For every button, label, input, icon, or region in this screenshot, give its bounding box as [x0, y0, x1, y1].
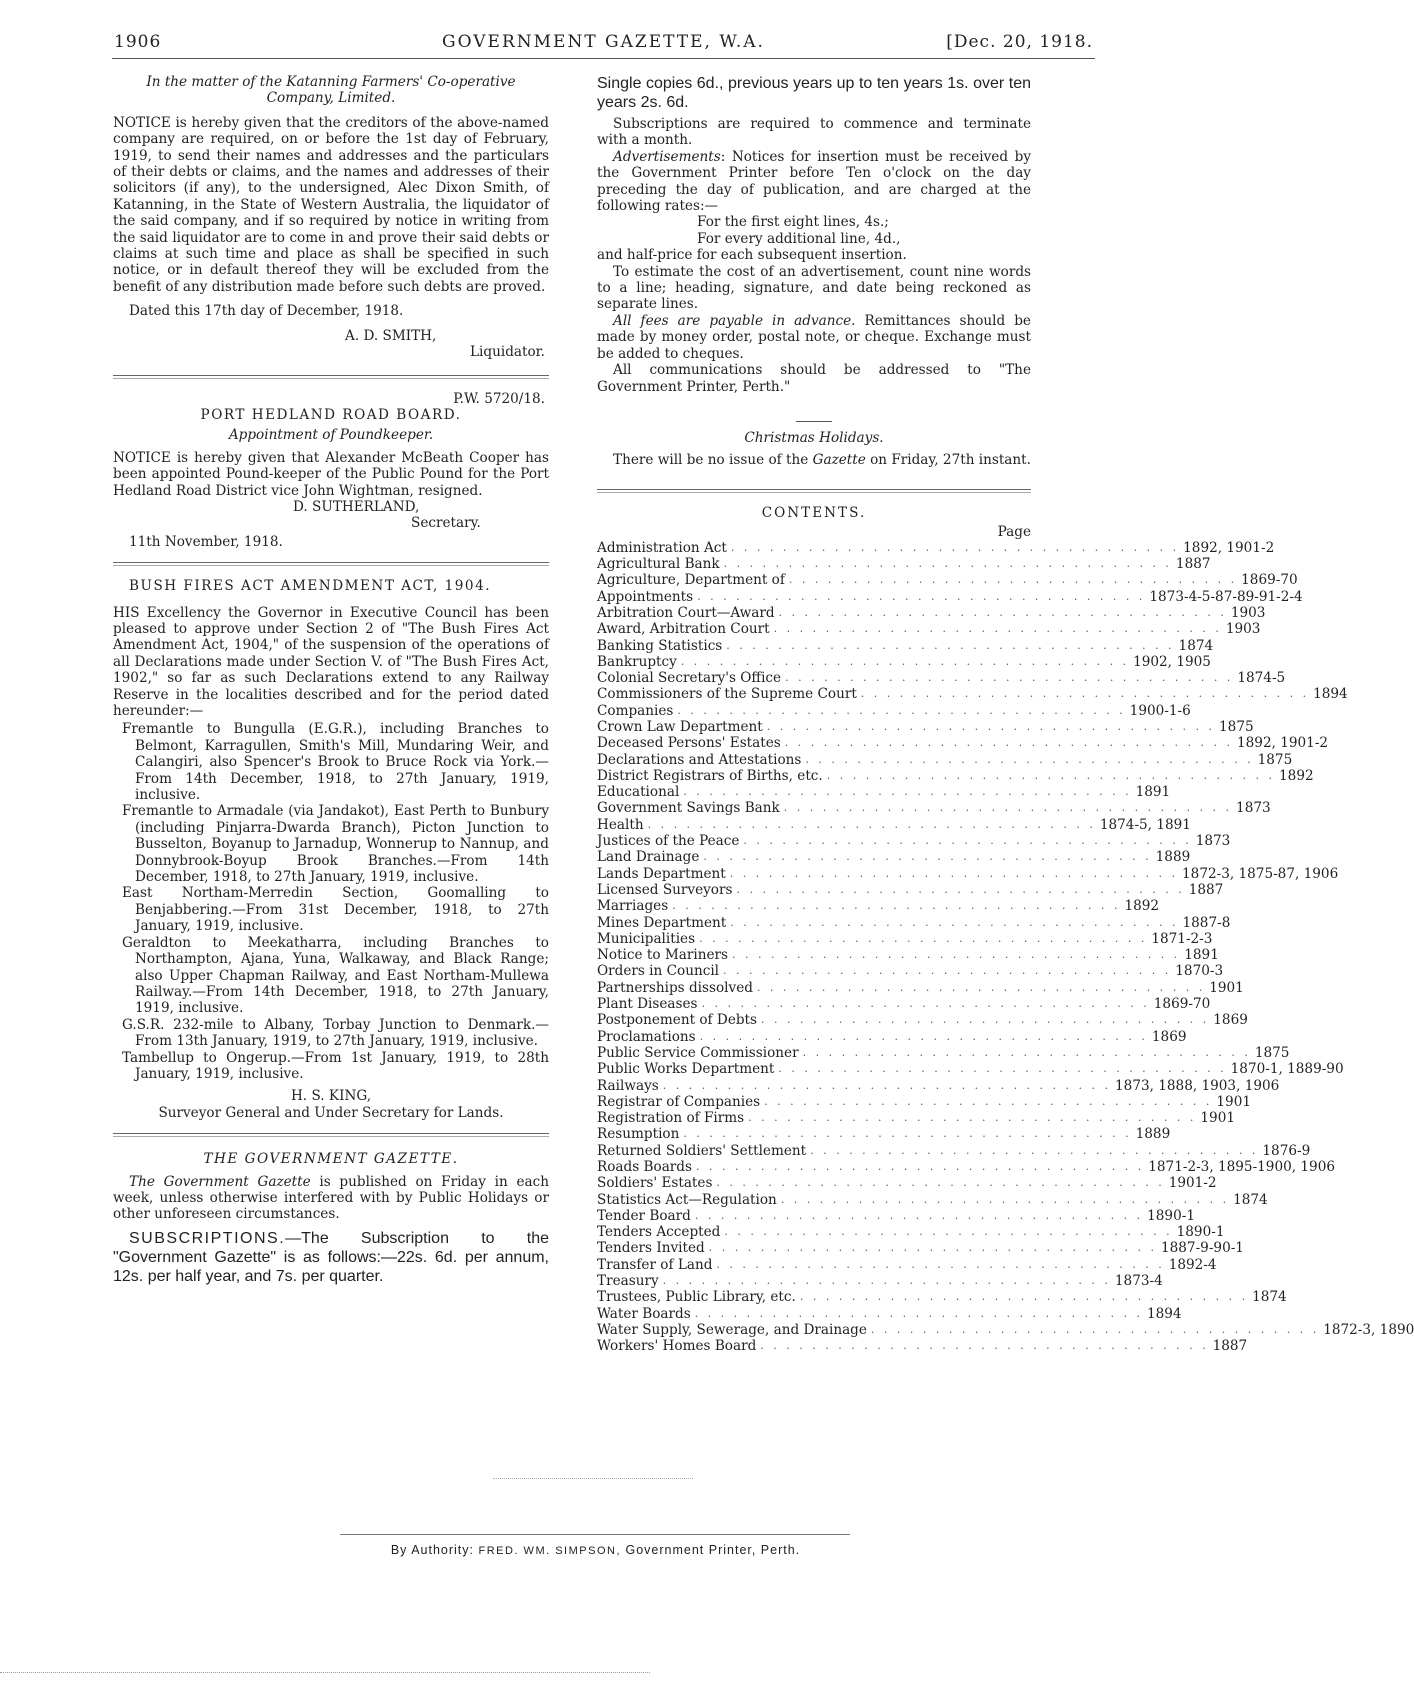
- leader-dots: . . . . . . . . . . . . . . . . . . . . . . . . . . . . . . . . . . .: [680, 654, 1130, 668]
- contents-entry-name: Trustees, Public Library, etc.: [597, 1289, 796, 1306]
- contents-entry-pages: 1869: [1213, 1012, 1248, 1029]
- contents-entry-name: Marriages: [597, 898, 669, 915]
- leader-dots: . . . . . . . . . . . . . . . . . . . . . . . . . . . . . . . . . . .: [736, 882, 1185, 896]
- contents-row: [597, 833, 1231, 850]
- hedland-date: 11th November, 1918.: [129, 533, 283, 550]
- page-number: 1906: [114, 32, 162, 52]
- contents-entry-pages: 1901: [1209, 979, 1244, 996]
- leader-dots: . . . . . . . . . . . . . . . . . . . . . . . . . . . . . . . . . . .: [766, 719, 1216, 733]
- contents-row: [597, 881, 1224, 898]
- leader-dots: . . . . . . . . . . . . . . . . . . . . . . . . . . . . . . . . . . .: [716, 1257, 1165, 1271]
- leader-dots: . . . . . . . . . . . . . . . . . . . . . . . . . . . . . . . . . . .: [778, 605, 1227, 619]
- contents-entry-name: Award, Arbitration Court: [597, 621, 770, 638]
- hedland-role: Secretary.: [411, 515, 481, 532]
- contents-page-label: Page: [997, 523, 1031, 540]
- contents-entry-pages: 1890-1: [1176, 1224, 1225, 1241]
- imprint-title: Government Printer, Perth.: [625, 1543, 801, 1557]
- contents-entry-pages: 1872-3, 1875-87, 1906: [1182, 865, 1339, 882]
- contents-entry-name: Declarations and Attestations: [597, 751, 802, 768]
- contents-entry-pages: 1887: [1175, 556, 1211, 573]
- contents-entry-pages: 1901: [1216, 1093, 1252, 1110]
- contents-row: [597, 718, 1254, 735]
- contents-entry-pages: 1889: [1155, 849, 1191, 866]
- divider: [796, 421, 832, 422]
- leader-dots: . . . . . . . . . . . . . . . . . . . . . . . . . . . . . . . . . . .: [662, 1078, 1112, 1092]
- contents-row: [597, 1159, 1335, 1175]
- contents-entry-name: Appointments: [597, 588, 694, 605]
- gazette-title: GOVERNMENT GAZETTE, W.A.: [442, 32, 765, 52]
- imprint-printer: FRED. WM. SIMPSON,: [478, 1545, 621, 1557]
- contents-row: [597, 784, 1171, 801]
- leader-dots: . . . . . . . . . . . . . . . . . . . . . . . . . . . . . . . . . . .: [703, 850, 1152, 864]
- contents-row: [597, 1061, 1344, 1078]
- contents-entry-name: Educational: [597, 784, 680, 801]
- contents-entry-pages: 1892: [1279, 767, 1314, 784]
- bushfires-notice: [113, 578, 549, 1121]
- contents-entry-pages: 1871-2-3: [1151, 930, 1213, 947]
- advertisements-rules: : Notices for insertion must be received by the Government Printer before Ten o'clock on the day preceding the day of publication, and are charged at the following rates:—: [597, 148, 1031, 215]
- contents-row: [597, 1338, 1248, 1355]
- fees-remittance: Remittances should be made by money order, postal note, or cheque. Exchange must be added to cheques.: [597, 312, 1031, 362]
- contents-entry-name: Water Supply, Sewerage, and Drainage: [597, 1321, 867, 1338]
- bushfires-item: G.S.R. 232-mile to Albany, Torbay Junction to Denmark.—From 13th January, 1919, to 27th January, 1919, inclusive.: [122, 1016, 549, 1050]
- katanning-signatory: A. D. SMITH,: [345, 327, 437, 344]
- contents-row: [597, 1012, 1248, 1029]
- bushfires-heading: BUSH FIRES ACT AMENDMENT ACT, 1904.: [129, 578, 492, 595]
- left-column: [113, 74, 549, 1286]
- contents-entry-name: Administration Act: [597, 539, 727, 556]
- contents-entry-name: Deceased Persons' Estates: [597, 735, 781, 752]
- contents-row: [597, 865, 1339, 882]
- scan-edge: [0, 1672, 650, 1673]
- contents-entry-pages: 1887-8: [1182, 914, 1231, 931]
- katanning-heading-line1: In the matter of the Katanning Farmers' Co-operative: [146, 74, 516, 90]
- contents-entry-name: Tenders Accepted: [597, 1224, 721, 1241]
- contents-row: [597, 767, 1314, 784]
- advertisements-label: Advertisements: [613, 148, 721, 165]
- contents-row: [597, 670, 1286, 687]
- leader-dots: . . . . . . . . . . . . . . . . . . . . . . . . . . . . . . . . . . .: [783, 801, 1233, 815]
- contents-row: [597, 947, 1219, 964]
- contents-entry-name: Treasury: [597, 1273, 659, 1290]
- contents-entry-name: Health: [597, 816, 644, 833]
- contents-rows: [597, 539, 1414, 1355]
- contents-entry-pages: 1891: [1184, 947, 1219, 964]
- hedland-notice: [113, 391, 549, 551]
- contents-entry-pages: 1875: [1257, 751, 1293, 768]
- contents-entry-pages: 1873, 1888, 1903, 1906: [1115, 1077, 1280, 1094]
- contents-entry-name: Colonial Secretary's Office: [597, 670, 782, 687]
- leader-dots: . . . . . . . . . . . . . . . . . . . . . . . . . . . . . . . . . . .: [780, 1192, 1230, 1206]
- contents-entry-pages: 1876-9: [1262, 1142, 1311, 1159]
- contents-entry-name: Lands Department: [597, 865, 726, 882]
- contents-row: [597, 572, 1298, 589]
- contents-entry-pages: 1874-5, 1891: [1099, 816, 1191, 833]
- contents-entry-name: Proclamations: [597, 1028, 696, 1045]
- hedland-subheading: Appointment of Poundkeeper.: [228, 427, 434, 444]
- christmas-text: There will be no issue of the Gazette on Friday, 27th instant.: [613, 452, 1031, 469]
- contents-row: [597, 963, 1224, 980]
- leader-dots: . . . . . . . . . . . . . . . . . . . . . . . . . . . . . . . . . . .: [778, 1062, 1227, 1076]
- contents-entry-pages: 1889: [1135, 1126, 1171, 1143]
- divider: [113, 1133, 549, 1137]
- leader-dots: . . . . . . . . . . . . . . . . . . . . . . . . . . . . . . . . . . .: [805, 752, 1254, 766]
- contents-row: [597, 1191, 1268, 1208]
- contents-entry-pages: 1887-9-90-1: [1160, 1240, 1244, 1257]
- hedland-signatory: D. SUTHERLAND,: [293, 498, 420, 515]
- contents-entry-pages: 1892, 1901-2: [1237, 735, 1329, 752]
- contents-row: [597, 898, 1160, 915]
- contents-row: [597, 1289, 1287, 1306]
- leader-dots: . . . . . . . . . . . . . . . . . . . . . . . . . . . . . . . . . . .: [730, 540, 1180, 554]
- contents-entry-pages: 1890-1: [1147, 1207, 1195, 1224]
- gazette-publication-note: [113, 1174, 549, 1223]
- contents-entry-name: Workers' Homes Board: [597, 1338, 757, 1355]
- contents-entry-name: Plant Diseases: [597, 996, 698, 1013]
- contents-entry-pages: 1903: [1225, 621, 1261, 638]
- contents-entry-pages: 1869: [1151, 1028, 1187, 1045]
- footer-rule: [340, 1534, 850, 1535]
- contents-row: [597, 1207, 1195, 1224]
- leader-dots: . . . . . . . . . . . . . . . . . . . . . . . . . . . . . . . . . . .: [683, 785, 1132, 799]
- contents-row: [597, 539, 1275, 556]
- contents-entry-name: Statistics Act—Regulation: [597, 1191, 777, 1208]
- contents-entry-name: Orders in Council: [597, 963, 720, 980]
- subscriptions-text: [113, 1229, 549, 1286]
- contents-entry-pages: 1875: [1254, 1044, 1290, 1061]
- contents-row: [597, 1305, 1182, 1322]
- contents-entry-pages: 1871-2-3, 1895-1900, 1906: [1148, 1159, 1335, 1175]
- leader-dots: . . . . . . . . . . . . . . . . . . . . . . . . . . . . . . . . . . .: [784, 736, 1233, 750]
- leader-dots: . . . . . . . . . . . . . . . . . . . . . . . . . . . . . . . . . . .: [773, 622, 1222, 636]
- contents-entry-name: Licensed Surveyors: [597, 881, 733, 898]
- contents-entry-name: Mines Department: [597, 914, 727, 931]
- contents-entry-pages: 1903: [1230, 604, 1266, 621]
- running-header: [114, 32, 1093, 58]
- leader-dots: . . . . . . . . . . . . . . . . . . . . . . . . . . . . . . . . . . .: [716, 1176, 1165, 1190]
- contents-entry-name: Public Works Department: [597, 1061, 775, 1078]
- contents-row: [597, 1028, 1187, 1045]
- bushfires-item: East Northam-Merredin Section, Goomalling to Benjabbering.—From 31st December, 1918, to 27th January, 1919, inclusive.: [122, 885, 549, 935]
- contents-row: [597, 751, 1293, 768]
- leader-dots: . . . . . . . . . . . . . . . . . . . . . . . . . . . . . . . . . . .: [860, 687, 1310, 701]
- contents-table: [597, 504, 1414, 1355]
- contents-row: [597, 621, 1261, 638]
- communications-text: All communications should be addressed to "The Government Printer, Perth.": [597, 362, 1031, 395]
- contents-entry-pages: 1901-2: [1168, 1175, 1217, 1192]
- contents-entry-pages: 1892: [1124, 898, 1160, 915]
- contents-entry-name: Registration of Firms: [597, 1110, 745, 1127]
- contents-row: [597, 816, 1191, 833]
- contents-row: [597, 849, 1191, 866]
- leader-dots: . . . . . . . . . . . . . . . . . . . . . . . . . . . . . . . . . . .: [730, 915, 1179, 929]
- bushfires-signatory: H. S. KING,: [290, 1088, 372, 1105]
- leader-dots: . . . . . . . . . . . . . . . . . . . . . . . . . . . . . . . . . . .: [672, 899, 1121, 913]
- contents-row: [597, 1077, 1280, 1094]
- leader-dots: . . . . . . . . . . . . . . . . . . . . . . . . . . . . . . . . . . .: [810, 1143, 1259, 1157]
- contents-row: [597, 1044, 1290, 1061]
- rate-first-lines: For the first eight lines, 4s.;: [697, 214, 889, 231]
- leader-dots: . . . . . . . . . . . . . . . . . . . . . . . . . . . . . . . . . . .: [764, 1094, 1213, 1108]
- contents-row: [597, 1273, 1163, 1290]
- contents-entry-pages: 1901: [1200, 1110, 1235, 1127]
- katanning-role: Liquidator.: [470, 344, 545, 361]
- contents-entry-name: Notice to Mariners: [597, 947, 728, 964]
- contents-row: [597, 914, 1231, 931]
- contents-entry-pages: 1887: [1212, 1338, 1248, 1355]
- fees-advance: All fees are payable in advance.: [613, 312, 856, 329]
- rate-additional-line: For every additional line, 4d.,: [697, 230, 901, 247]
- contents-entry-pages: 1887: [1188, 881, 1224, 898]
- contents-entry-pages: 1900-1-6: [1129, 702, 1191, 719]
- bushfires-item: Fremantle to Armadale (via Jandakot), East Perth to Bunbury (including Pinjarra-Dwarda Branch), Picton Junction to Busselton, Boyanup to Jarnadup, Wonnerup to Nannup, and Donnybrook-Boyup Brook Branches.—From 14th December, 1918, to 27th January, 1919, inclusive.: [122, 803, 549, 886]
- contents-entry-pages: 1892-4: [1168, 1256, 1217, 1273]
- contents-entry-name: Returned Soldiers' Settlement: [597, 1142, 807, 1159]
- contents-entry-name: District Registrars of Births, etc.: [597, 767, 823, 784]
- contents-row: [597, 996, 1211, 1013]
- issue-date: [Dec. 20, 1918.: [946, 32, 1093, 52]
- bushfires-item: Tambellup to Ongerup.—From 1st January, 1919, to 28th January, 1919, inclusive.: [122, 1049, 549, 1082]
- contents-row: [597, 1142, 1311, 1159]
- end-mark: [493, 1478, 693, 1479]
- leader-dots: . . . . . . . . . . . . . . . . . . . . . . . . . . . . . . . . . . .: [726, 638, 1175, 652]
- contents-row: [597, 556, 1211, 573]
- katanning-heading-line2: Company, Limited.: [266, 90, 396, 107]
- contents-entry-name: Crown Law Department: [597, 718, 763, 735]
- contents-entry-pages: 1874: [1178, 637, 1214, 654]
- contents-row: [597, 735, 1329, 752]
- contents-row: [597, 1224, 1225, 1241]
- contents-entry-pages: 1891: [1135, 784, 1171, 801]
- bushfires-intro: HIS Excellency the Governor in Executive Council has been pleased to approve under Section 2 of "The Bush Fires Act Amendment Act, 1904," of the suspension of the operations of all Declarations made under Section V. of "The Bush Fires Act, 1902," so far as such Declarations extend to any Railway Reserve in the localities described and for the period dated hereunder:—: [113, 604, 549, 719]
- contents-entry-name: Public Service Commissioner: [597, 1044, 799, 1061]
- divider: [597, 489, 1031, 493]
- contents-entry-name: Government Savings Bank: [597, 800, 780, 817]
- contents-entry-pages: 1874: [1233, 1191, 1268, 1208]
- leader-dots: . . . . . . . . . . . . . . . . . . . . . . . . . . . . . . . . . . .: [826, 768, 1276, 782]
- contents-entry-name: Arbitration Court—Award: [597, 604, 775, 621]
- contents-row: [597, 702, 1191, 719]
- leader-dots: . . . . . . . . . . . . . . . . . . . . . . . . . . . . . . . . . . .: [748, 1111, 1197, 1125]
- leader-dots: . . . . . . . . . . . . . . . . . . . . . . . . . . . . . . . . . . .: [724, 1225, 1173, 1239]
- leader-dots: . . . . . . . . . . . . . . . . . . . . . . . . . . . . . . . . . . .: [731, 948, 1181, 962]
- hedland-heading: PORT HEDLAND ROAD BOARD.: [200, 406, 462, 423]
- contents-row: [597, 800, 1271, 817]
- leader-dots: . . . . . . . . . . . . . . . . . . . . . . . . . . . . . . . . . . .: [699, 1029, 1148, 1043]
- contents-entry-pages: 1870-3: [1175, 963, 1224, 980]
- contents-entry-name: Water Boards: [597, 1305, 691, 1322]
- leader-dots: . . . . . . . . . . . . . . . . . . . . . . . . . . . . . . . . . . .: [802, 1045, 1251, 1059]
- bushfires-item: Fremantle to Bungulla (E.G.R.), including Branches to Belmont, Karragullen, Smith's Mill, Mundaring Weir, and Calangiri, also Spencer's Brook to Bruce Rock via York.—From 14th December, 1918, to 27th January, 1919, inclusive.: [122, 721, 549, 804]
- contents-entry-pages: 1874-5: [1237, 670, 1286, 687]
- contents-entry-name: Bankruptcy: [597, 653, 677, 670]
- contents-entry-name: Agriculture, Department of: [597, 572, 785, 589]
- contents-row: [597, 686, 1348, 703]
- leader-dots: . . . . . . . . . . . . . . . . . . . . . . . . . . . . . . . . . . .: [785, 671, 1234, 685]
- leader-dots: . . . . . . . . . . . . . . . . . . . . . . . . . . . . . . . . . . .: [701, 997, 1150, 1011]
- contents-entry-pages: 1873-4-5-87-89-91-2-4: [1149, 588, 1303, 605]
- contents-row: [597, 1110, 1235, 1127]
- contents-row: [597, 588, 1303, 605]
- hedland-notice-text: NOTICE is hereby given that Alexander McBeath Cooper has been appointed Pound-keeper of the Public Pound for the Port Hedland Road District vice John Wightman, resigned.: [113, 449, 549, 499]
- divider: [113, 375, 549, 379]
- contents-entry-pages: 1872-3, 1890: [1323, 1321, 1414, 1338]
- katanning-dated: Dated this 17th day of December, 1918.: [129, 303, 404, 320]
- katanning-notice-text: NOTICE is hereby given that the creditors of the above-named company are required, on or before the 1st day of February, 1919, to send their names and addresses and the particulars of their debts or claims, and the names and addresses of their solicitors (if any), to the undersigned, Alec Dixon Smith, of Katanning, in the State of Western Australia, the liquidator of the said company, and if so required by notice in writing from the said liquidator are to come in and prove their said debts or claims at such time and place as shall be specified in such notice, or in default thereof they will be excluded from the benefit of any distribution made before such debts are proved.: [113, 114, 549, 295]
- imprint-authority: By Authority:: [390, 1543, 475, 1557]
- advertisements-text: [597, 149, 1031, 215]
- contents-row: [597, 1321, 1414, 1338]
- contents-row: [597, 1240, 1244, 1257]
- leader-dots: . . . . . . . . . . . . . . . . . . . . . . . . . . . . . . . . . . .: [870, 1322, 1320, 1336]
- divider: [113, 562, 549, 566]
- hedland-ref: P.W. 5720/18.: [453, 390, 545, 407]
- contents-row: [597, 1256, 1217, 1273]
- contents-entry-name: Tenders Invited: [597, 1240, 705, 1257]
- contents-entry-pages: 1894: [1313, 686, 1348, 703]
- contents-entry-name: Land Drainage: [597, 849, 700, 866]
- right-column: [597, 74, 1414, 1355]
- subscriptions-rates: —The Subscription to the "Government Gazette" is as follows:—22s. 6d. per annum, 12s. per half year, and 7s. per quarter.: [113, 1229, 549, 1285]
- bushfires-item: Geraldton to Meekatharra, including Branches to Northampton, Ajana, Yuna, Walkaway, and Black Range; also Upper Chapman Railway, and East Northam-Mullewa Railway.—From 14th December, 1918, to 27th January, 1919, inclusive.: [122, 934, 549, 1017]
- leader-dots: . . . . . . . . . . . . . . . . . . . . . . . . . . . . . . . . . . .: [756, 980, 1206, 994]
- leader-dots: . . . . . . . . . . . . . . . . . . . . . . . . . . . . . . . . . . .: [723, 557, 1172, 571]
- contents-row: [597, 637, 1214, 654]
- leader-dots: . . . . . . . . . . . . . . . . . . . . . . . . . . . . . . . . . . .: [647, 817, 1096, 831]
- contents-entry-name: Partnerships dissolved: [597, 979, 753, 996]
- single-copies: Single copies 6d., previous years up to ten years 1s. over ten years 2s. 6d.: [597, 75, 1031, 111]
- contents-entry-pages: 1874: [1252, 1289, 1287, 1306]
- contents-row: [597, 1093, 1252, 1110]
- leader-dots: . . . . . . . . . . . . . . . . . . . . . . . . . . . . . . . . . . .: [662, 1274, 1111, 1288]
- contents-row: [597, 653, 1211, 670]
- contents-entry-name: Commissioners of the Supreme Court: [597, 686, 857, 703]
- gazette-heading: THE GOVERNMENT GAZETTE.: [203, 1151, 459, 1168]
- contents-entry-name: Railways: [597, 1077, 659, 1094]
- contents-entry-name: Soldiers' Estates: [597, 1175, 713, 1192]
- bushfires-role: Surveyor General and Under Secretary for Lands.: [158, 1104, 504, 1121]
- gazette-publication-text: is published on Friday in each week, unless otherwise interfered with by Public Holidays or other unforeseen circumstances.: [113, 1173, 549, 1223]
- contents-entry-pages: 1894: [1146, 1305, 1182, 1322]
- leader-dots: . . . . . . . . . . . . . . . . . . . . . . . . . . . . . . . . . . .: [729, 866, 1179, 880]
- contents-entry-name: Municipalities: [597, 930, 696, 947]
- leader-dots: . . . . . . . . . . . . . . . . . . . . . . . . . . . . . . . . . . .: [788, 573, 1238, 587]
- estimate-cost-text: To estimate the cost of an advertisement, count nine words to a line; heading, signature, and date being reckoned as separate lines.: [597, 263, 1031, 313]
- gazette-name: The Government Gazette: [129, 1173, 311, 1190]
- contents-entry-name: Transfer of Land: [597, 1256, 713, 1273]
- leader-dots: . . . . . . . . . . . . . . . . . . . . . . . . . . . . . . . . . . .: [697, 589, 1146, 603]
- contents-row: [597, 1175, 1217, 1192]
- contents-entry-pages: 1870-1, 1889-90: [1230, 1061, 1344, 1078]
- contents-row: [597, 604, 1266, 621]
- contents-entry-name: Resumption: [597, 1126, 680, 1143]
- contents-entry-pages: 1869-70: [1241, 572, 1298, 589]
- contents-entry-pages: 1873-4: [1114, 1273, 1163, 1290]
- contents-entry-pages: 1873: [1236, 800, 1271, 817]
- leader-dots: . . . . . . . . . . . . . . . . . . . . . . . . . . . . . . . . . . .: [760, 1339, 1209, 1353]
- christmas-notice: [597, 430, 1031, 469]
- header-rule: [112, 58, 1095, 59]
- leader-dots: . . . . . . . . . . . . . . . . . . . . . . . . . . . . . . . . . . .: [694, 1306, 1143, 1320]
- contents-entry-pages: 1892, 1901-2: [1183, 539, 1275, 556]
- leader-dots: . . . . . . . . . . . . . . . . . . . . . . . . . . . . . . . . . . .: [799, 1290, 1249, 1304]
- gazette-info: [113, 1151, 549, 1286]
- contents-entry-name: Banking Statistics: [597, 637, 723, 654]
- contents-entry-name: Postponement of Debts: [597, 1012, 757, 1029]
- subscriptions-period: Subscriptions are required to commence and terminate with a month.: [597, 116, 1031, 149]
- leader-dots: . . . . . . . . . . . . . . . . . . . . . . . . . . . . . . . . . . .: [677, 703, 1126, 717]
- contents-entry-name: Roads Boards: [597, 1159, 692, 1175]
- leader-dots: . . . . . . . . . . . . . . . . . . . . . . . . . . . . . . . . . . .: [694, 1208, 1144, 1222]
- contents-entry-name: Tender Board: [597, 1207, 691, 1224]
- contents-entry-pages: 1869-70: [1153, 996, 1211, 1013]
- leader-dots: . . . . . . . . . . . . . . . . . . . . . . . . . . . . . . . . . . .: [761, 1013, 1210, 1027]
- contents-row: [597, 1126, 1171, 1143]
- leader-dots: . . . . . . . . . . . . . . . . . . . . . . . . . . . . . . . . . . .: [695, 1160, 1145, 1173]
- leader-dots: . . . . . . . . . . . . . . . . . . . . . . . . . . . . . . . . . . .: [683, 1127, 1132, 1141]
- leader-dots: . . . . . . . . . . . . . . . . . . . . . . . . . . . . . . . . . . .: [743, 834, 1192, 848]
- contents-row: [597, 979, 1244, 996]
- contents-entry-name: Justices of the Peace: [597, 833, 740, 850]
- contents-entry-name: Agricultural Bank: [597, 556, 720, 573]
- contents-heading: CONTENTS.: [761, 504, 867, 521]
- katanning-notice: [113, 74, 549, 361]
- contents-entry-pages: 1902, 1905: [1133, 653, 1211, 670]
- contents-entry-pages: 1875: [1219, 718, 1254, 735]
- leader-dots: . . . . . . . . . . . . . . . . . . . . . . . . . . . . . . . . . . .: [699, 931, 1148, 945]
- leader-dots: . . . . . . . . . . . . . . . . . . . . . . . . . . . . . . . . . . .: [708, 1241, 1157, 1255]
- contents-entry-name: Companies: [597, 702, 674, 719]
- imprint: [0, 1543, 1191, 1557]
- contents-row: [597, 930, 1213, 947]
- rate-subsequent: and half-price for each subsequent insertion.: [597, 247, 907, 264]
- contents-entry-pages: 1873: [1195, 833, 1231, 850]
- fees-text: [597, 313, 1031, 362]
- christmas-heading: Christmas Holidays.: [744, 429, 884, 446]
- leader-dots: . . . . . . . . . . . . . . . . . . . . . . . . . . . . . . . . . . .: [723, 964, 1172, 978]
- contents-entry-name: Registrar of Companies: [597, 1093, 761, 1110]
- subscriptions-label: SUBSCRIPTIONS.: [129, 1229, 286, 1247]
